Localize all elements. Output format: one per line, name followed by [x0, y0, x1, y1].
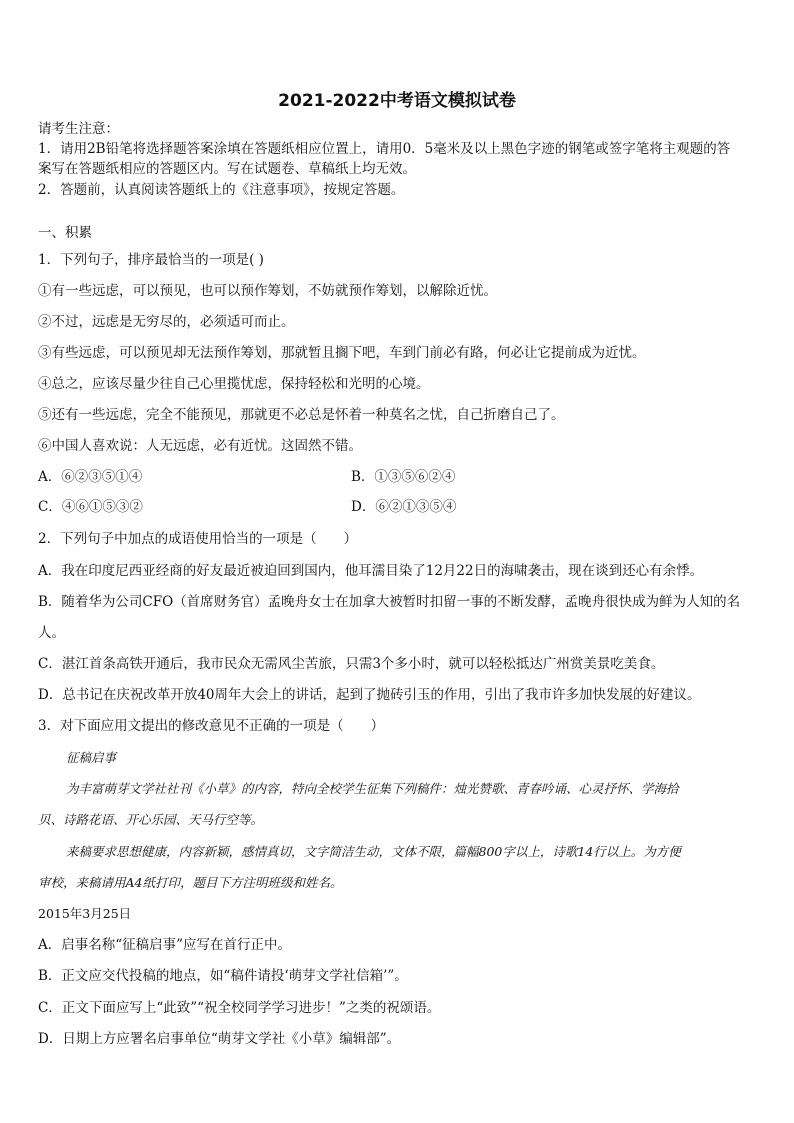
q2-option-a[interactable]: A．我在印度尼西亚经商的好友最近被迫回到国内，他耳濡目染了12月22日的海啸袭击，现在谈到还心有余悸。: [38, 563, 704, 579]
notice-sample-para-2b: 审校，来稿请用A4纸打印，题目下方注明班级和姓名。: [38, 875, 343, 890]
q1-option-a[interactable]: A．⑥②③⑤①④: [38, 469, 143, 485]
notice-item-2: 2．答题前，认真阅读答题纸上的《注意事项》，按规定答题。: [38, 182, 405, 198]
q1-option-c[interactable]: C．④⑥①⑤③②: [38, 499, 143, 515]
question-1-stem: 1．下列句子，排序最恰当的一项是( ): [38, 252, 264, 268]
notice-sample-para-1b: 贝、诗路花语、开心乐园、天马行空等。: [38, 812, 264, 827]
q3-option-a[interactable]: A．启事名称“征稿启事”应写在首行正中。: [38, 937, 292, 953]
q1-options-row-2: [38, 498, 756, 516]
notice-sample-para-2a: 来稿要求思想健康，内容新颖，感情真切，文字简洁生动，文体不限，篇幅800字以上，诗歌14行以上。为方便: [66, 844, 681, 859]
q2-option-b-line-2[interactable]: 人。: [38, 625, 65, 641]
q1-sentence-6: ⑥中国人喜欢说：人无远虑，必有近忧。这固然不错。: [38, 438, 362, 454]
question-2-stem: 2．下列句子中加点的成语使用恰当的一项是（ ）: [38, 531, 358, 547]
notice-sample-title: 征稿启事: [66, 750, 117, 765]
q3-option-d[interactable]: D．日期上方应署名启事单位“萌芽文学社《小草》编辑部”。: [38, 1031, 401, 1047]
section-heading: 一、积累: [38, 225, 92, 241]
question-3-stem: 3．对下面应用文提出的修改意见不正确的一项是（ ）: [38, 718, 385, 734]
q2-option-b-line-1[interactable]: B．随着华为公司CFO（首席财务官）孟晚舟女士在加拿大被暂时扣留一事的不断发酵，孟晚舟很快成为鲜为人知的名: [38, 594, 741, 610]
q2-option-c[interactable]: C．湛江首条高铁开通后，我市民众无需风尘苦旅，只需3个多小时，就可以轻松抵达广州赏美景吃美食。: [38, 656, 665, 672]
q1-sentence-3: ③有些远虑，可以预见却无法预作筹划，那就暂且搁下吧，车到门前必有路，何必让它提前成为近忧。: [38, 345, 646, 361]
q1-sentence-5: ⑤还有一些远虑，完全不能预见，那就更不必总是怀着一种莫名之忧，自己折磨自己了。: [38, 407, 565, 423]
q1-option-b[interactable]: B．①③⑤⑥②④: [351, 469, 456, 485]
notice-heading: 请考生注意：: [38, 121, 119, 137]
q3-option-c[interactable]: C．正文下面应写上“此致”“祝全校同学学习进步！”之类的祝颂语。: [38, 1000, 441, 1016]
q3-option-b[interactable]: B．正文应交代投稿的地点，如“稿件请投‘萌芽文学社信箱’”。: [38, 968, 408, 984]
q1-options-row-1: [38, 468, 756, 486]
q1-sentence-1: ①有一些远虑，可以预见，也可以预作筹划，不妨就预作筹划，以解除近忧。: [38, 283, 497, 299]
notice-sample-para-1a: 为丰富萌芽文学社社刊《小草》的内容，特向全校学生征集下列稿件：烛光赞歌、青春吟诵、心灵抒怀、学海拾: [66, 781, 679, 796]
q1-option-d[interactable]: D．⑥②①③⑤④: [351, 499, 457, 515]
notice-item-1a: 1．请用2B铅笔将选择题答案涂填在答题纸相应位置上，请用0．5毫米及以上黑色字迹的钢笔或签字笔将主观题的答: [38, 141, 731, 157]
notice-sample-date: 2015年3月25日: [38, 906, 132, 921]
notice-item-1b: 案写在答题纸相应的答题区内。写在试题卷、草稿纸上均无效。: [38, 161, 416, 177]
q2-option-d[interactable]: D．总书记在庆祝改革开放40周年大会上的讲话，起到了抛砖引玉的作用，引出了我市许多加快发展的好建议。: [38, 687, 701, 703]
q1-sentence-2: ②不过，远虑是无穷尽的，必须适可而止。: [38, 314, 295, 330]
q1-sentence-4: ④总之，应该尽量少往自己心里揽忧虑，保持轻松和光明的心境。: [38, 376, 430, 392]
exam-title: 2021-2022中考语文模拟试卷: [278, 91, 516, 111]
